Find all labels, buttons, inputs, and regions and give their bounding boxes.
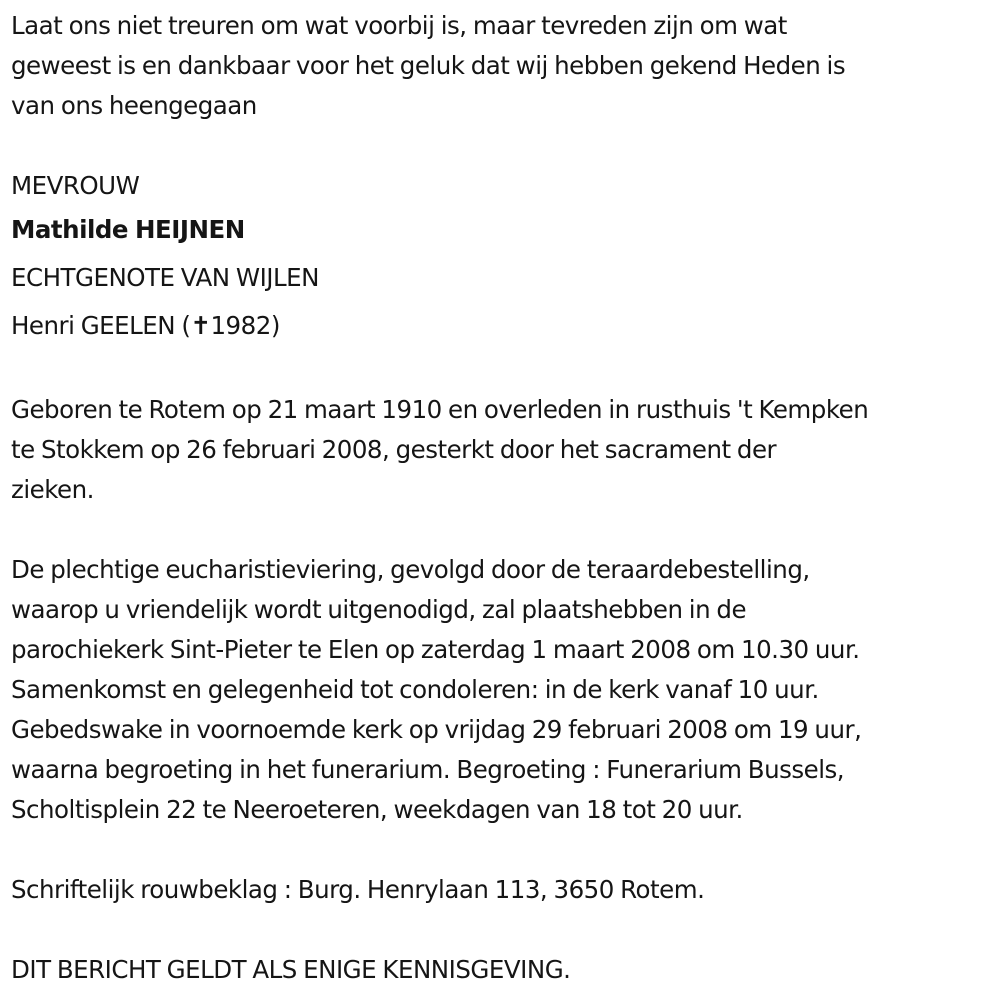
ceremony-paragraph: [11, 550, 990, 830]
intro-line: geweest is en dankbaar voor het geluk dat wij hebben gekend Heden is: [11, 51, 846, 80]
title-label: MEVROUW: [11, 171, 140, 200]
intro-line: van ons heengegaan: [11, 91, 257, 120]
deceased-block: [11, 166, 990, 350]
ceremony-line: Samenkomst en gelegenheid tot condoleren: in de kerk vanaf 10 uur.: [11, 675, 819, 704]
birth-death-line: te Stokkem op 26 februari 2008, gesterkt door het sacrament der: [11, 435, 777, 464]
spacer: [11, 830, 990, 870]
spacer: [11, 126, 990, 166]
closing-statement: DIT BERICHT GELDT ALS ENIGE KENNISGEVING.: [11, 955, 571, 984]
condolence-address: Schriftelijk rouwbeklag : Burg. Henrylaan 113, 3650 Rotem.: [11, 875, 705, 904]
ceremony-line: parochiekerk Sint-Pieter te Elen op zaterdag 1 maart 2008 om 10.30 uur.: [11, 635, 860, 664]
ceremony-line: waarop u vriendelijk wordt uitgenodigd, zal plaatshebben in de: [11, 595, 747, 624]
ceremony-line: Scholtisplein 22 te Neeroeteren, weekdagen van 18 tot 20 uur.: [11, 795, 743, 824]
birth-death-line: Geboren te Rotem op 21 maart 1910 en overleden in rusthuis 't Kempken: [11, 395, 869, 424]
spouse-label: ECHTGENOTE VAN WIJLEN: [11, 263, 319, 292]
spacer: [11, 510, 990, 550]
deceased-name: Mathilde HEIJNEN: [11, 215, 245, 244]
ceremony-line: waarna begroeting in het funerarium. Begroeting : Funerarium Bussels,: [11, 755, 845, 784]
spacer: [11, 350, 990, 390]
intro-paragraph: [11, 6, 990, 126]
birth-death-paragraph: [11, 390, 990, 510]
spacer: [11, 910, 990, 950]
birth-death-line: zieken.: [11, 475, 94, 504]
spouse-name: Henri GEELEN (✝1982): [11, 311, 280, 340]
ceremony-line: De plechtige eucharistieviering, gevolgd door de teraardebestelling,: [11, 555, 810, 584]
ceremony-line: Gebedswake in voornoemde kerk op vrijdag 29 februari 2008 om 19 uur,: [11, 715, 862, 744]
intro-line: Laat ons niet treuren om wat voorbij is, maar tevreden zijn om wat: [11, 11, 787, 40]
